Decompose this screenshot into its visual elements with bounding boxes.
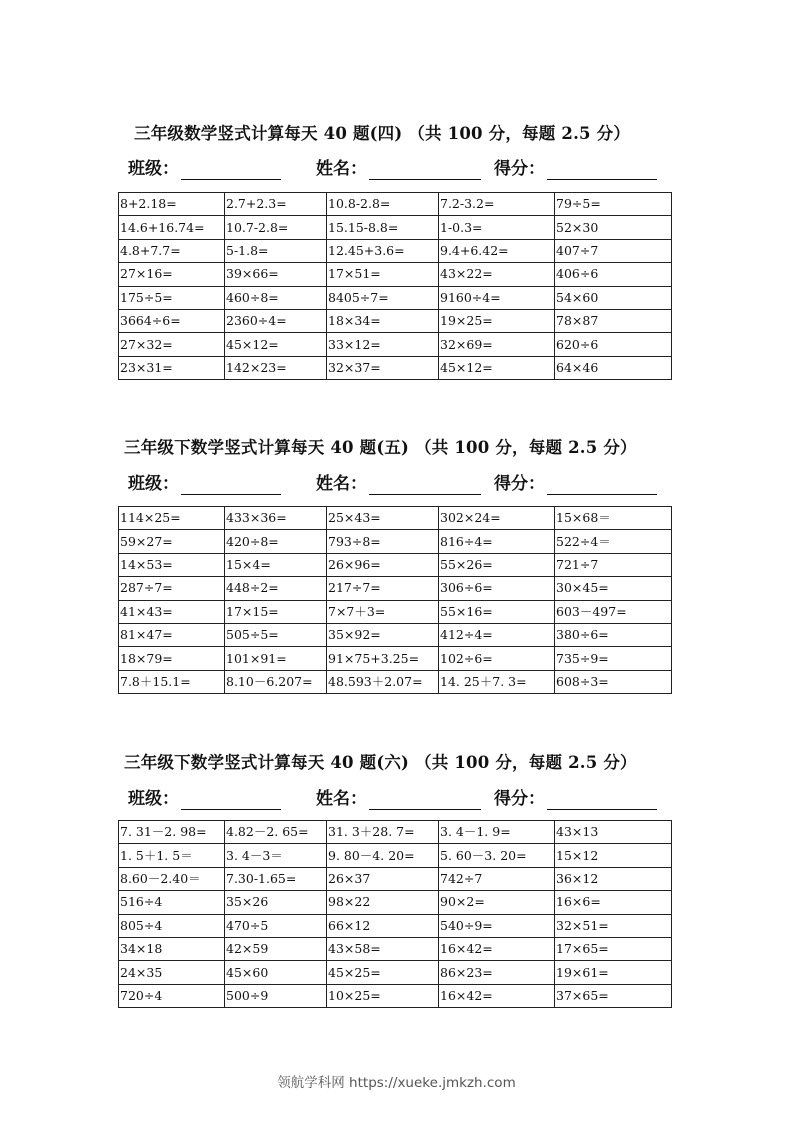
table-row — [119, 356, 672, 379]
problem-cell: 7×7＋3= — [327, 600, 439, 623]
table-row — [119, 961, 672, 984]
problem-cell: 608÷3= — [555, 670, 672, 693]
problem-cell: 2360÷4= — [225, 309, 327, 332]
table-row — [119, 193, 672, 216]
problem-cell: 48.593＋2.07= — [327, 670, 439, 693]
problem-cell: 516÷4 — [119, 891, 225, 914]
problem-cell: 45×25= — [327, 961, 439, 984]
table-row — [119, 914, 672, 937]
problem-cell: 420÷8= — [225, 530, 327, 553]
problem-cell: 793÷8= — [327, 530, 439, 553]
class-label: 班级： — [128, 159, 179, 179]
score-blank[interactable] — [547, 474, 657, 495]
problem-cell: 24×35 — [119, 961, 225, 984]
problem-cell: 12.45+3.6= — [327, 239, 439, 262]
problem-grid — [118, 192, 672, 380]
problem-cell: 32×51= — [555, 914, 672, 937]
score-field[interactable] — [494, 158, 657, 180]
table-row — [119, 577, 672, 600]
problem-cell: 433×36= — [225, 507, 327, 530]
section-title: 三年级下数学竖式计算每天 40 题(六) （共 100 分，每题 2.5 分） — [124, 753, 637, 772]
problem-cell: 43×58= — [327, 937, 439, 960]
table-row — [119, 530, 672, 553]
table-row — [119, 600, 672, 623]
problem-cell: 3664÷6= — [119, 309, 225, 332]
problem-cell: 9. 80－4. 20= — [327, 844, 439, 867]
problem-cell: 217÷7= — [327, 577, 439, 600]
problem-cell: 19×25= — [439, 309, 555, 332]
problem-cell: 8+2.18= — [119, 193, 225, 216]
problem-cell: 302×24= — [439, 507, 555, 530]
student-info-row — [128, 473, 668, 497]
table-row — [119, 821, 672, 844]
problem-cell: 412÷4= — [439, 623, 555, 646]
problem-cell: 64×46 — [555, 356, 672, 379]
problem-cell: 380÷6= — [555, 623, 672, 646]
problem-cell: 98×22 — [327, 891, 439, 914]
problem-cell: 18×34= — [327, 309, 439, 332]
problem-cell: 1-0.3= — [439, 216, 555, 239]
problem-cell: 10.7-2.8= — [225, 216, 327, 239]
problem-cell: 102÷6= — [439, 647, 555, 670]
student-info-row — [128, 788, 668, 812]
problem-cell: 505÷5= — [225, 623, 327, 646]
problem-cell: 460÷8= — [225, 286, 327, 309]
problem-cell: 17×15= — [225, 600, 327, 623]
problem-cell: 26×37 — [327, 867, 439, 890]
problem-cell: 735÷9= — [555, 647, 672, 670]
problem-cell: 26×96= — [327, 553, 439, 576]
problem-cell: 14×53= — [119, 553, 225, 576]
problem-cell: 37×65= — [555, 984, 672, 1007]
problem-cell: 52×30 — [555, 216, 672, 239]
problem-cell: 15×68＝ — [555, 507, 672, 530]
table-row — [119, 333, 672, 356]
problem-cell: 15×4= — [225, 553, 327, 576]
table-row — [119, 984, 672, 1007]
section-title: 三年级下数学竖式计算每天 40 题(五) （共 100 分，每题 2.5 分） — [124, 438, 637, 457]
class-label: 班级： — [128, 474, 179, 494]
problem-cell: 805÷4 — [119, 914, 225, 937]
problem-cell: 500÷9 — [225, 984, 327, 1007]
problem-cell: 25×43= — [327, 507, 439, 530]
problem-cell: 8.60－2.40＝ — [119, 867, 225, 890]
problem-cell: 17×51= — [327, 263, 439, 286]
score-label: 得分： — [494, 159, 545, 179]
table-row — [119, 239, 672, 262]
problem-cell: 4.82－2. 65= — [225, 821, 327, 844]
problem-cell: 36×12 — [555, 867, 672, 890]
class-field[interactable] — [128, 473, 281, 495]
table-row — [119, 937, 672, 960]
section-title: 三年级数学竖式计算每天 40 题(四) （共 100 分，每题 2.5 分） — [134, 124, 631, 143]
problem-cell: 32×37= — [327, 356, 439, 379]
class-field[interactable] — [128, 158, 281, 180]
problem-cell: 79÷5= — [555, 193, 672, 216]
problem-cell: 10.8-2.8= — [327, 193, 439, 216]
problem-cell: 43×13 — [555, 821, 672, 844]
score-blank[interactable] — [547, 159, 657, 180]
problem-cell: 39×66= — [225, 263, 327, 286]
problem-cell: 175÷5= — [119, 286, 225, 309]
problem-cell: 55×26= — [439, 553, 555, 576]
table-row — [119, 553, 672, 576]
problem-cell: 522÷4＝ — [555, 530, 672, 553]
problem-cell: 620÷6 — [555, 333, 672, 356]
name-field[interactable] — [316, 158, 481, 180]
problem-cell: 816÷4= — [439, 530, 555, 553]
table-row — [119, 286, 672, 309]
problem-cell: 31. 3＋28. 7= — [327, 821, 439, 844]
problem-cell: 91×75+3.25= — [327, 647, 439, 670]
problem-cell: 9.4+6.42= — [439, 239, 555, 262]
name-field[interactable] — [316, 473, 481, 495]
problem-cell: 5. 60－3. 20= — [439, 844, 555, 867]
page-footer[interactable]: 领航学科网 https://xueke.jmkzh.com — [277, 1075, 516, 1091]
problem-cell: 407÷7 — [555, 239, 672, 262]
name-label: 姓名： — [316, 159, 367, 179]
problem-cell: 42×59 — [225, 937, 327, 960]
problem-cell: 23×31= — [119, 356, 225, 379]
problem-cell: 540÷9= — [439, 914, 555, 937]
problem-cell: 470÷5 — [225, 914, 327, 937]
problem-cell: 66×12 — [327, 914, 439, 937]
problem-cell: 406÷6 — [555, 263, 672, 286]
problem-cell: 30×45= — [555, 577, 672, 600]
problem-cell: 78×87 — [555, 309, 672, 332]
problem-cell: 10×25= — [327, 984, 439, 1007]
problem-cell: 59×27= — [119, 530, 225, 553]
problem-grid — [118, 506, 672, 694]
problem-cell: 448÷2= — [225, 577, 327, 600]
name-field[interactable] — [316, 788, 481, 810]
problem-cell: 35×92= — [327, 623, 439, 646]
table-row — [119, 867, 672, 890]
class-label: 班级： — [128, 789, 179, 809]
problem-cell: 7.8＋15.1= — [119, 670, 225, 693]
class-blank[interactable] — [181, 474, 281, 495]
problem-cell: 41×43= — [119, 600, 225, 623]
table-row — [119, 216, 672, 239]
problem-cell: 81×47= — [119, 623, 225, 646]
problem-cell: 15×12 — [555, 844, 672, 867]
problem-cell: 7.30-1.65= — [225, 867, 327, 890]
problem-cell: 55×16= — [439, 600, 555, 623]
table-row — [119, 844, 672, 867]
problem-cell: 17×65= — [555, 937, 672, 960]
problem-cell: 5-1.8= — [225, 239, 327, 262]
problem-cell: 8405÷7= — [327, 286, 439, 309]
table-row — [119, 623, 672, 646]
problem-cell: 19×61= — [555, 961, 672, 984]
problem-cell: 101×91= — [225, 647, 327, 670]
problem-cell: 1. 5＋1. 5＝ — [119, 844, 225, 867]
problem-cell: 114×25= — [119, 507, 225, 530]
problem-cell: 43×22= — [439, 263, 555, 286]
problem-cell: 14.6+16.74= — [119, 216, 225, 239]
problem-cell: 287÷7= — [119, 577, 225, 600]
table-row — [119, 507, 672, 530]
problem-cell: 142×23= — [225, 356, 327, 379]
problem-cell: 721÷7 — [555, 553, 672, 576]
score-label: 得分： — [494, 789, 545, 809]
problem-cell: 16×42= — [439, 984, 555, 1007]
problem-cell: 3. 4－3＝ — [225, 844, 327, 867]
problem-cell: 16×42= — [439, 937, 555, 960]
table-row — [119, 309, 672, 332]
problem-cell: 27×32= — [119, 333, 225, 356]
name-blank[interactable] — [369, 159, 481, 180]
problem-cell: 45×12= — [439, 356, 555, 379]
name-blank[interactable] — [369, 474, 481, 495]
score-field[interactable] — [494, 788, 657, 810]
name-blank[interactable] — [369, 789, 481, 810]
problem-cell: 9160÷4= — [439, 286, 555, 309]
problem-cell: 14. 25＋7. 3= — [439, 670, 555, 693]
problem-cell: 45×12= — [225, 333, 327, 356]
name-label: 姓名： — [316, 474, 367, 494]
student-info-row — [128, 158, 668, 182]
score-field[interactable] — [494, 473, 657, 495]
problem-cell: 45×60 — [225, 961, 327, 984]
problem-cell: 32×69= — [439, 333, 555, 356]
problem-cell: 742÷7 — [439, 867, 555, 890]
table-row — [119, 670, 672, 693]
table-row — [119, 647, 672, 670]
name-label: 姓名： — [316, 789, 367, 809]
problem-cell: 720÷4 — [119, 984, 225, 1007]
problem-cell: 54×60 — [555, 286, 672, 309]
class-blank[interactable] — [181, 159, 281, 180]
score-blank[interactable] — [547, 789, 657, 810]
problem-cell: 34×18 — [119, 937, 225, 960]
class-blank[interactable] — [181, 789, 281, 810]
problem-cell: 8.10－6.207= — [225, 670, 327, 693]
problem-cell: 33×12= — [327, 333, 439, 356]
problem-cell: 2.7+2.3= — [225, 193, 327, 216]
problem-cell: 90×2= — [439, 891, 555, 914]
problem-cell: 3. 4－1. 9= — [439, 821, 555, 844]
score-label: 得分： — [494, 474, 545, 494]
problem-cell: 7. 31－2. 98= — [119, 821, 225, 844]
problem-cell: 27×16= — [119, 263, 225, 286]
class-field[interactable] — [128, 788, 281, 810]
problem-cell: 4.8+7.7= — [119, 239, 225, 262]
problem-cell: 18×79= — [119, 647, 225, 670]
problem-cell: 306÷6= — [439, 577, 555, 600]
table-row — [119, 891, 672, 914]
problem-cell: 86×23= — [439, 961, 555, 984]
table-row — [119, 263, 672, 286]
problem-cell: 7.2-3.2= — [439, 193, 555, 216]
problem-cell: 15.15-8.8= — [327, 216, 439, 239]
problem-grid — [118, 820, 672, 1008]
problem-cell: 35×26 — [225, 891, 327, 914]
problem-cell: 603－497= — [555, 600, 672, 623]
problem-cell: 16×6= — [555, 891, 672, 914]
